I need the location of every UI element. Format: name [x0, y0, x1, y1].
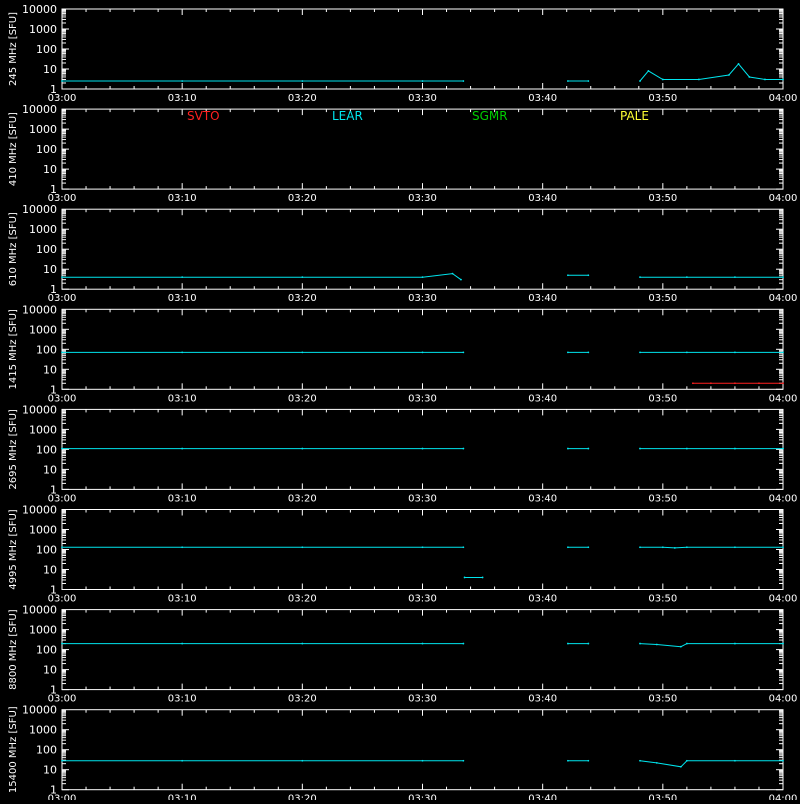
y-tick-label: 1000 — [29, 123, 57, 137]
x-tick-label: 03:30 — [408, 193, 437, 205]
x-tick-label: 04:00 — [768, 593, 798, 605]
data-point — [782, 448, 784, 450]
data-point — [782, 79, 784, 81]
data-point — [61, 351, 63, 353]
y-tick-label: 1 — [50, 783, 57, 797]
data-point — [422, 276, 424, 278]
x-tick-label: 03:00 — [47, 293, 77, 305]
y-tick-label: 10 — [43, 63, 57, 76]
legend-svto: SVTO — [187, 109, 220, 123]
x-tick-label: 04:00 — [768, 493, 798, 505]
data-point — [181, 448, 183, 450]
y-tick-label: 1000 — [29, 523, 57, 537]
data-point — [301, 643, 303, 645]
panel-frame — [62, 109, 783, 189]
y-tick-label: 1000 — [29, 323, 57, 337]
data-point — [639, 351, 641, 353]
panel-frame — [62, 710, 783, 790]
panel-frame — [62, 610, 783, 690]
x-tick-label: 03:10 — [167, 93, 197, 104]
data-point — [662, 546, 664, 548]
x-tick-label: 03:30 — [408, 393, 437, 405]
data-point — [639, 448, 641, 450]
x-tick-label: 03:20 — [287, 193, 317, 205]
x-tick-label: 04:00 — [768, 793, 798, 800]
data-point — [686, 351, 688, 353]
data-point — [686, 546, 688, 548]
data-point — [648, 70, 650, 72]
y-tick-label: 100 — [36, 743, 57, 757]
y-tick-label: 100 — [36, 343, 57, 357]
data-point — [61, 448, 63, 450]
x-tick-label: 03:30 — [408, 93, 437, 104]
data-point — [422, 760, 424, 762]
y-tick-label: 1000 — [29, 423, 57, 437]
y-tick-label: 10 — [43, 663, 57, 677]
x-tick-label: 03:10 — [167, 693, 197, 705]
data-point — [728, 74, 730, 76]
y-tick-label: 10000 — [22, 503, 57, 517]
y-tick-label: 1 — [50, 183, 57, 197]
data-point — [758, 382, 760, 384]
x-tick-label: 04:00 — [768, 393, 798, 405]
x-tick-label: 03:50 — [648, 193, 678, 205]
data-point — [462, 546, 464, 548]
y-tick-label: 100 — [36, 443, 57, 457]
y-axis-label: 8800 MHz [SFU] — [8, 609, 19, 690]
data-point — [656, 762, 658, 764]
data-point — [686, 643, 688, 645]
data-point — [698, 79, 700, 81]
data-point — [61, 80, 63, 82]
y-tick-label: 10 — [43, 563, 57, 577]
data-point — [748, 76, 750, 78]
x-tick-label: 03:10 — [167, 593, 197, 605]
y-tick-label: 10000 — [22, 403, 57, 417]
x-tick-label: 03:00 — [47, 793, 77, 800]
y-tick-label: 1 — [50, 483, 57, 497]
x-tick-label: 04:00 — [768, 693, 798, 705]
y-axis-label: 610 MHz [SFU] — [8, 212, 19, 287]
data-point — [462, 643, 464, 645]
data-point — [462, 351, 464, 353]
y-tick-label: 100 — [36, 643, 57, 657]
x-tick-label: 03:10 — [167, 193, 197, 205]
x-tick-label: 03:40 — [528, 293, 558, 305]
data-point — [61, 643, 63, 645]
y-axis-label: 1415 MHz [SFU] — [8, 309, 19, 390]
x-tick-label: 03:40 — [528, 593, 558, 605]
x-tick-label: 03:00 — [47, 393, 77, 405]
data-point — [460, 279, 462, 281]
data-point — [422, 351, 424, 353]
panel-frame — [62, 9, 783, 89]
data-point — [422, 546, 424, 548]
data-point — [587, 80, 589, 82]
data-point — [301, 546, 303, 548]
panel-frame — [62, 510, 783, 590]
x-tick-label: 03:50 — [648, 593, 678, 605]
series-line-lear — [640, 761, 783, 767]
data-point — [567, 760, 569, 762]
data-point — [567, 448, 569, 450]
x-tick-label: 03:40 — [528, 193, 558, 205]
data-point — [301, 351, 303, 353]
data-point — [782, 760, 784, 762]
data-point — [734, 382, 736, 384]
x-tick-label: 03:20 — [287, 93, 317, 104]
x-tick-label: 03:50 — [648, 793, 678, 800]
y-tick-label: 10000 — [22, 603, 57, 617]
y-tick-label: 1 — [50, 583, 57, 597]
y-tick-label: 100 — [36, 543, 57, 557]
data-point — [422, 448, 424, 450]
data-point — [462, 80, 464, 82]
data-point — [680, 646, 682, 648]
x-tick-label: 04:00 — [768, 193, 798, 205]
data-point — [734, 643, 736, 645]
data-point — [61, 546, 63, 548]
data-point — [662, 79, 664, 81]
x-tick-label: 03:10 — [167, 293, 197, 305]
data-point — [61, 276, 63, 278]
x-tick-label: 03:50 — [648, 93, 678, 104]
data-point — [734, 276, 736, 278]
x-tick-label: 04:00 — [768, 93, 798, 104]
data-point — [567, 351, 569, 353]
data-point — [587, 274, 589, 276]
data-point — [734, 546, 736, 548]
data-point — [686, 276, 688, 278]
y-tick-label: 1000 — [29, 723, 57, 737]
x-tick-label: 03:20 — [287, 693, 317, 705]
data-point — [782, 643, 784, 645]
data-point — [587, 546, 589, 548]
data-point — [462, 760, 464, 762]
data-point — [301, 80, 303, 82]
y-axis-label: 4995 MHz [SFU] — [8, 509, 19, 590]
x-tick-label: 03:10 — [167, 493, 197, 505]
data-point — [587, 448, 589, 450]
y-tick-label: 10000 — [22, 703, 57, 717]
data-point — [639, 276, 641, 278]
x-tick-label: 03:30 — [408, 693, 437, 705]
legend-sgmr: SGMR — [472, 109, 508, 123]
data-point — [782, 351, 784, 353]
series-line-lear — [640, 547, 783, 548]
data-point — [782, 546, 784, 548]
x-tick-label: 03:20 — [287, 393, 317, 405]
y-tick-label: 10000 — [22, 3, 57, 16]
data-point — [674, 547, 676, 549]
data-point — [567, 80, 569, 82]
y-tick-label: 10 — [43, 263, 57, 277]
data-point — [301, 760, 303, 762]
data-point — [567, 546, 569, 548]
x-tick-label: 03:50 — [648, 493, 678, 505]
data-point — [692, 382, 694, 384]
legend-lear: LEAR — [332, 109, 363, 123]
data-point — [738, 63, 740, 65]
panel-frame — [62, 309, 783, 389]
data-point — [782, 276, 784, 278]
data-point — [764, 79, 766, 81]
x-tick-label: 03:30 — [408, 493, 437, 505]
y-tick-label: 1000 — [29, 623, 57, 637]
y-tick-label: 10 — [43, 463, 57, 477]
x-tick-label: 03:50 — [648, 693, 678, 705]
data-point — [639, 546, 641, 548]
series-line-lear — [640, 64, 783, 81]
data-point — [567, 643, 569, 645]
x-tick-label: 03:30 — [408, 593, 437, 605]
x-tick-label: 03:30 — [408, 793, 437, 800]
data-point — [680, 766, 682, 768]
data-point — [181, 80, 183, 82]
x-tick-label: 03:40 — [528, 393, 558, 405]
data-point — [181, 760, 183, 762]
legend-pale: PALE — [620, 109, 649, 123]
x-tick-label: 03:00 — [47, 693, 77, 705]
y-tick-label: 10000 — [22, 303, 57, 317]
data-point — [482, 577, 484, 579]
y-tick-label: 10000 — [22, 103, 57, 117]
data-point — [656, 644, 658, 646]
y-tick-label: 10 — [43, 163, 57, 177]
x-tick-label: 03:20 — [287, 793, 317, 800]
data-point — [61, 760, 63, 762]
data-point — [452, 273, 454, 275]
series-line-lear — [62, 274, 461, 280]
data-point — [181, 643, 183, 645]
data-point — [567, 274, 569, 276]
y-tick-label: 10000 — [22, 203, 57, 217]
x-tick-label: 03:50 — [648, 393, 678, 405]
data-point — [686, 448, 688, 450]
x-tick-label: 03:40 — [528, 693, 558, 705]
y-tick-label: 1000 — [29, 23, 57, 36]
data-point — [734, 760, 736, 762]
data-point — [587, 760, 589, 762]
y-tick-label: 100 — [36, 43, 57, 56]
x-tick-label: 03:00 — [47, 193, 77, 205]
data-point — [422, 643, 424, 645]
data-point — [464, 577, 466, 579]
x-tick-label: 03:10 — [167, 793, 197, 800]
data-point — [301, 448, 303, 450]
x-tick-label: 03:20 — [287, 493, 317, 505]
y-axis-label: 15400 MHz [SFU] — [8, 706, 19, 794]
x-tick-label: 03:20 — [287, 293, 317, 305]
data-point — [587, 643, 589, 645]
y-tick-label: 1 — [50, 383, 57, 397]
data-point — [710, 382, 712, 384]
x-tick-label: 03:30 — [408, 293, 437, 305]
data-point — [734, 448, 736, 450]
data-point — [181, 546, 183, 548]
y-axis-label: 245 MHz [SFU] — [8, 11, 19, 87]
y-tick-label: 10 — [43, 763, 57, 777]
x-tick-label: 03:40 — [528, 793, 558, 800]
y-axis-label: 410 MHz [SFU] — [8, 112, 19, 187]
data-point — [181, 351, 183, 353]
x-tick-label: 03:40 — [528, 493, 558, 505]
y-tick-label: 1 — [50, 283, 57, 297]
y-tick-label: 10 — [43, 363, 57, 377]
x-tick-label: 03:00 — [47, 493, 77, 505]
data-point — [301, 276, 303, 278]
y-tick-label: 100 — [36, 243, 57, 257]
y-tick-label: 1 — [50, 83, 57, 96]
x-tick-label: 04:00 — [768, 293, 798, 305]
data-point — [734, 351, 736, 353]
data-point — [639, 760, 641, 762]
x-tick-label: 03:00 — [47, 93, 77, 104]
y-tick-label: 1000 — [29, 223, 57, 237]
series-line-lear — [640, 644, 783, 647]
y-tick-label: 100 — [36, 143, 57, 157]
x-tick-label: 03:40 — [528, 93, 558, 104]
data-point — [422, 80, 424, 82]
x-tick-label: 03:20 — [287, 593, 317, 605]
data-point — [587, 351, 589, 353]
data-point — [639, 80, 641, 82]
x-tick-label: 03:00 — [47, 593, 77, 605]
data-point — [181, 276, 183, 278]
data-point — [782, 382, 784, 384]
x-tick-label: 03:50 — [648, 293, 678, 305]
data-point — [686, 760, 688, 762]
y-tick-label: 1 — [50, 683, 57, 697]
x-tick-label: 03:10 — [167, 393, 197, 405]
data-point — [462, 448, 464, 450]
y-axis-label: 2695 MHz [SFU] — [8, 409, 19, 490]
data-point — [639, 643, 641, 645]
